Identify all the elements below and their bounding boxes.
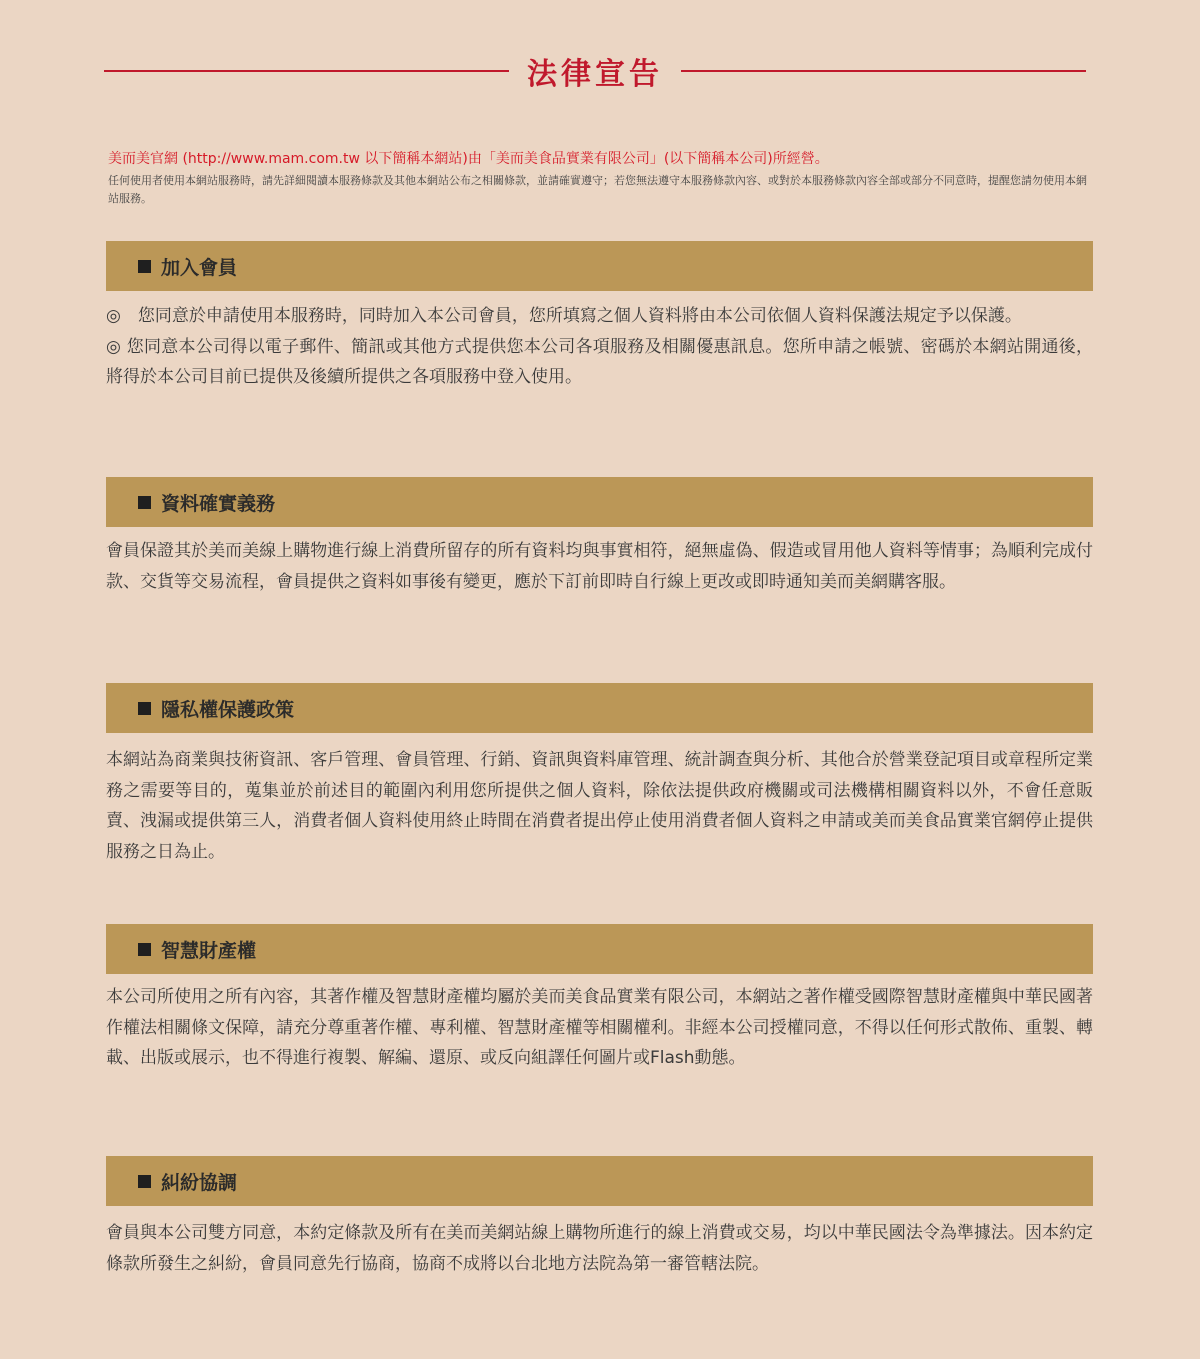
title-divider-right (681, 70, 1086, 72)
section-title: 資料確實義務 (161, 492, 276, 515)
square-bullet-icon (138, 496, 151, 509)
intro-block (108, 148, 1093, 208)
section-body-data-accuracy (106, 536, 1093, 597)
square-bullet-icon (138, 943, 151, 956)
section-header-dispute (106, 1156, 1093, 1206)
square-bullet-icon (138, 702, 151, 715)
section-body-membership (106, 301, 1093, 393)
square-bullet-icon (138, 260, 151, 273)
section-header-data-accuracy (106, 477, 1093, 527)
section-title: 加入會員 (161, 256, 238, 279)
section-header-intellectual-property (106, 924, 1093, 974)
section-paragraph: ◎ 您同意本公司得以電子郵件、簡訊或其他方式提供您本公司各項服務及相關優惠訊息。您所申請之帳號、密碼於本網站開通後，將得於本公司目前已提供及後續所提供之各項服務中登入使用。 (106, 336, 1093, 387)
section-body-dispute (106, 1218, 1093, 1279)
section-paragraph: 本網站為商業與技術資訊、客戶管理、會員管理、行銷、資訊與資料庫管理、統計調查與分析、其他合於營業登記項目或章程所定業務之需要等目的，蒐集並於前述目的範圍內利用您所提供之個人資料，除依法提供政府機關或司法機構相關資料以外，不會任意販賣、洩漏或提供第三人，消費者個人資料使用終止時間在消費者提出停止使用消費者個人資料之申請或美而美食品實業官網停止提供服務之日為止。 (106, 750, 1093, 862)
section-paragraph: ◎ 您同意於申請使用本服務時，同時加入本公司會員，您所填寫之個人資料將由本公司依個人資料保護法規定予以保護。 (106, 306, 1022, 326)
page-title: 法律宣告 (527, 57, 663, 92)
section-title: 糾紛協調 (161, 1171, 238, 1194)
intro-operator-statement: 美而美官網 (http://www.mam.com.tw 以下簡稱本網站)由「美而美食品實業有限公司」(以下簡稱本公司)所經營。 (108, 151, 829, 167)
square-bullet-icon (138, 1175, 151, 1188)
section-paragraph: 本公司所使用之所有內容，其著作權及智慧財產權均屬於美而美食品實業有限公司，本網站之著作權受國際智慧財產權與中華民國著作權法相關條文保障，請充分尊重著作權、專利權、智慧財產權等相關權利。非經本公司授權同意，不得以任何形式散佈、重製、轉載、出版或展示，也不得進行複製、解編、還原、或反向組譯任何圖片或Flash動態。 (106, 987, 1093, 1068)
section-paragraph: 會員與本公司雙方同意，本約定條款及所有在美而美網站線上購物所進行的線上消費或交易，均以中華民國法令為準據法。因本約定條款所發生之糾紛，會員同意先行協商，協商不成將以台北地方法院為第一審管轄法院。 (106, 1223, 1093, 1274)
section-header-membership (106, 241, 1093, 291)
section-header-privacy (106, 683, 1093, 733)
section-body-privacy (106, 745, 1093, 867)
section-paragraph: 會員保證其於美而美線上購物進行線上消費所留存的所有資料均與事實相符，絕無虛偽、假造或冒用他人資料等情事；為順利完成付款、交貨等交易流程，會員提供之資料如事後有變更，應於下訂前即時自行線上更改或即時通知美而美網購客服。 (106, 541, 1093, 592)
section-title: 智慧財產權 (161, 939, 257, 962)
page-title-row (104, 48, 1086, 94)
title-divider-left (104, 70, 509, 72)
intro-terms-notice: 任何使用者使用本網站服務時，請先詳細閱讀本服務條款及其他本網站公布之相關條款，並請確實遵守；若您無法遵守本服務條款內容、或對於本服務條款內容全部或部分不同意時，提醒您請勿使用本網站服務。 (108, 174, 1087, 205)
section-title: 隱私權保護政策 (161, 698, 295, 721)
section-body-intellectual-property (106, 982, 1093, 1074)
